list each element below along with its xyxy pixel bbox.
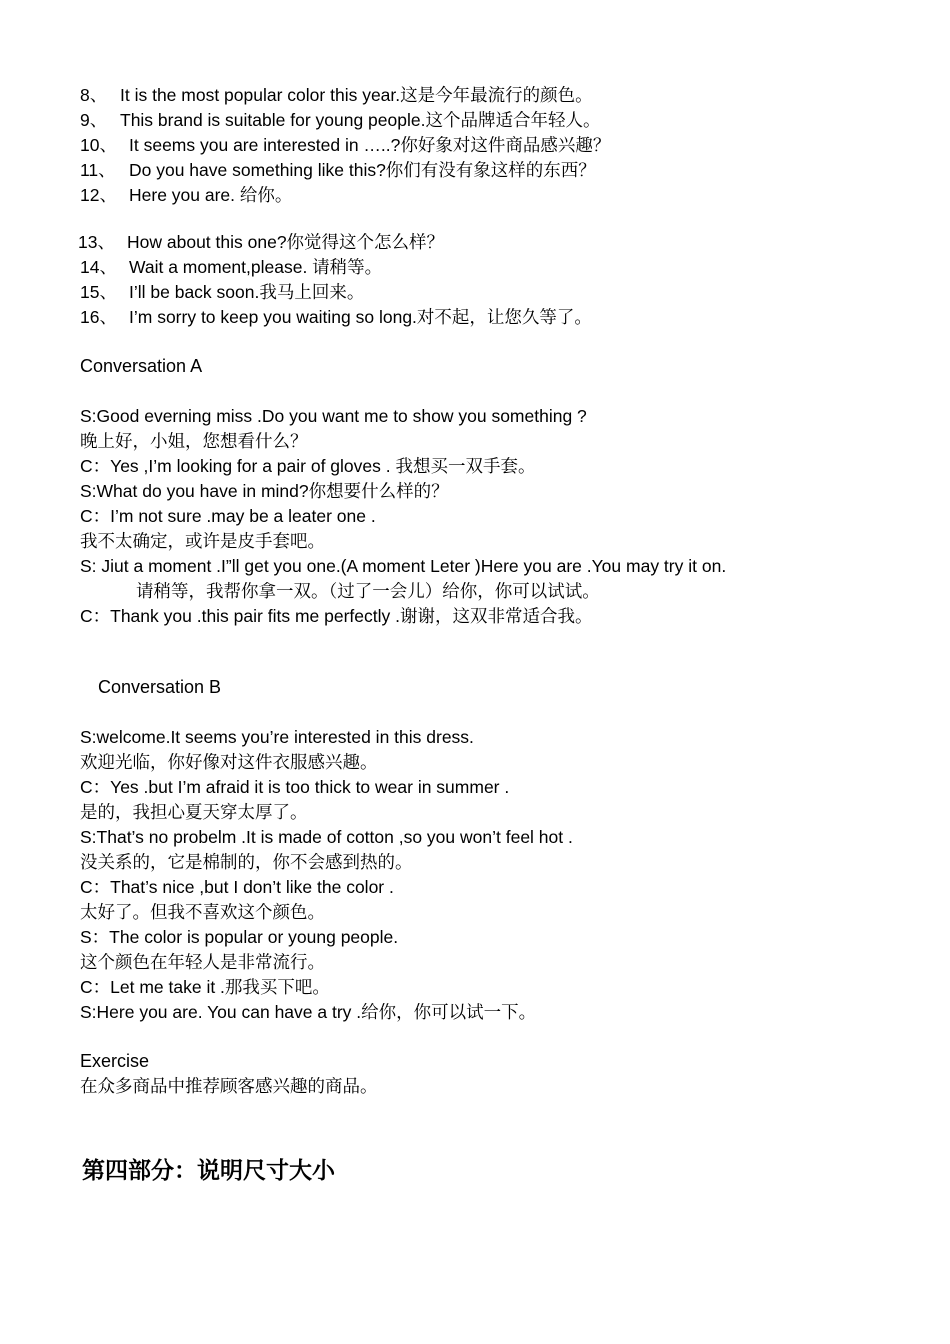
dialogue-line: C：That’s nice ,but I don’t like the color . (80, 877, 394, 897)
dialogue-line: C：Yes .but I’m afraid it is too thick to wear in summer . (80, 777, 510, 797)
phrase-item (80, 281, 364, 303)
dialogue-line: S: Jiut a moment .I”ll get you one.(A moment Leter )Here you are .You may try it on. (80, 556, 727, 576)
phrase-text: It is the most popular color this year.这是今年最流行的颜色。 (120, 85, 593, 105)
phrase-item (80, 256, 382, 278)
phrase-text: It seems you are interested in …..?你好象对这件商品感兴趣？ (129, 135, 611, 155)
conversation-b-title: Conversation B (98, 677, 222, 697)
dialogue-line: 是的，我担心夏天穿太厚了。 (80, 802, 308, 822)
phrase-number: 12、 (80, 185, 117, 205)
dialogue-line: S:Here you are. You can have a try .给你，你可以试一下。 (80, 1002, 537, 1022)
dialogue-line: S:That’s no probelm .It is made of cotton ,so you won’t feel hot . (80, 827, 573, 847)
dialogue-line: C：I’m not sure .may be a leater one . (80, 506, 376, 526)
dialogue-line: S：The color is popular or young people. (80, 927, 399, 947)
phrase-text: How about this one?你觉得这个怎么样？ (127, 232, 445, 252)
conversation-a-title: Conversation A (80, 356, 203, 376)
phrase-number: 13、 (78, 232, 115, 252)
phrase-text: Here you are. 给你。 (129, 185, 293, 205)
phrase-text: I’m sorry to keep you waiting so long.对不起，让您久等了。 (129, 307, 592, 327)
phrase-number: 9、 (80, 110, 108, 130)
phrase-item (80, 84, 593, 106)
phrase-item (78, 231, 444, 253)
dialogue-line: 欢迎光临，你好像对这件衣服感兴趣。 (80, 752, 378, 772)
dialogue-line: C：Yes ,I’m looking for a pair of gloves . 我想买一双手套。 (80, 456, 536, 476)
phrase-text: This brand is suitable for young people.这个品牌适合年轻人。 (120, 110, 601, 130)
phrase-text: I’ll be back soon.我马上回来。 (129, 282, 365, 302)
dialogue-line: S:Good everning miss .Do you want me to show you something ? (80, 406, 587, 426)
dialogue-line: 请稍等，我帮你拿一双。（过了一会儿）给你，你可以试试。 (136, 581, 600, 601)
phrase-number: 16、 (80, 307, 117, 327)
phrase-number: 14、 (80, 257, 117, 277)
dialogue-line: S:What do you have in mind?你想要什么样的？ (80, 481, 449, 501)
phrase-number: 10、 (80, 135, 117, 155)
dialogue-line: S:welcome.It seems you’re interested in this dress. (80, 727, 474, 747)
phrase-text: Wait a moment,please. 请稍等。 (129, 257, 383, 277)
phrase-number: 11、 (80, 160, 116, 180)
dialogue-line: 这个颜色在年轻人是非常流行。 (80, 952, 325, 972)
dialogue-line: 太好了。但我不喜欢这个颜色。 (80, 902, 325, 922)
phrase-item (80, 159, 596, 181)
dialogue-line: 没关系的，它是棉制的，你不会感到热的。 (80, 852, 413, 872)
section-heading: 第四部分：说明尺寸大小 (82, 1157, 335, 1183)
phrase-text: Do you have something like this?你们有没有象这样的东西？ (129, 160, 596, 180)
phrase-item (80, 109, 600, 131)
phrase-item (80, 134, 610, 156)
dialogue-line: 晚上好，小姐，您想看什么？ (80, 431, 308, 451)
dialogue-line: C：Let me take it .那我买下吧。 (80, 977, 330, 997)
phrase-number: 15、 (80, 282, 117, 302)
phrase-number: 8、 (80, 85, 108, 105)
exercise-title: Exercise (80, 1051, 150, 1071)
dialogue-line: C：Thank you .this pair fits me perfectly .谢谢，这双非常适合我。 (80, 606, 593, 626)
dialogue-line: 我不太确定，或许是皮手套吧。 (80, 531, 325, 551)
phrase-item (80, 184, 292, 206)
exercise-text: 在众多商品中推荐顾客感兴趣的商品。 (80, 1076, 378, 1096)
phrase-item (80, 306, 592, 328)
